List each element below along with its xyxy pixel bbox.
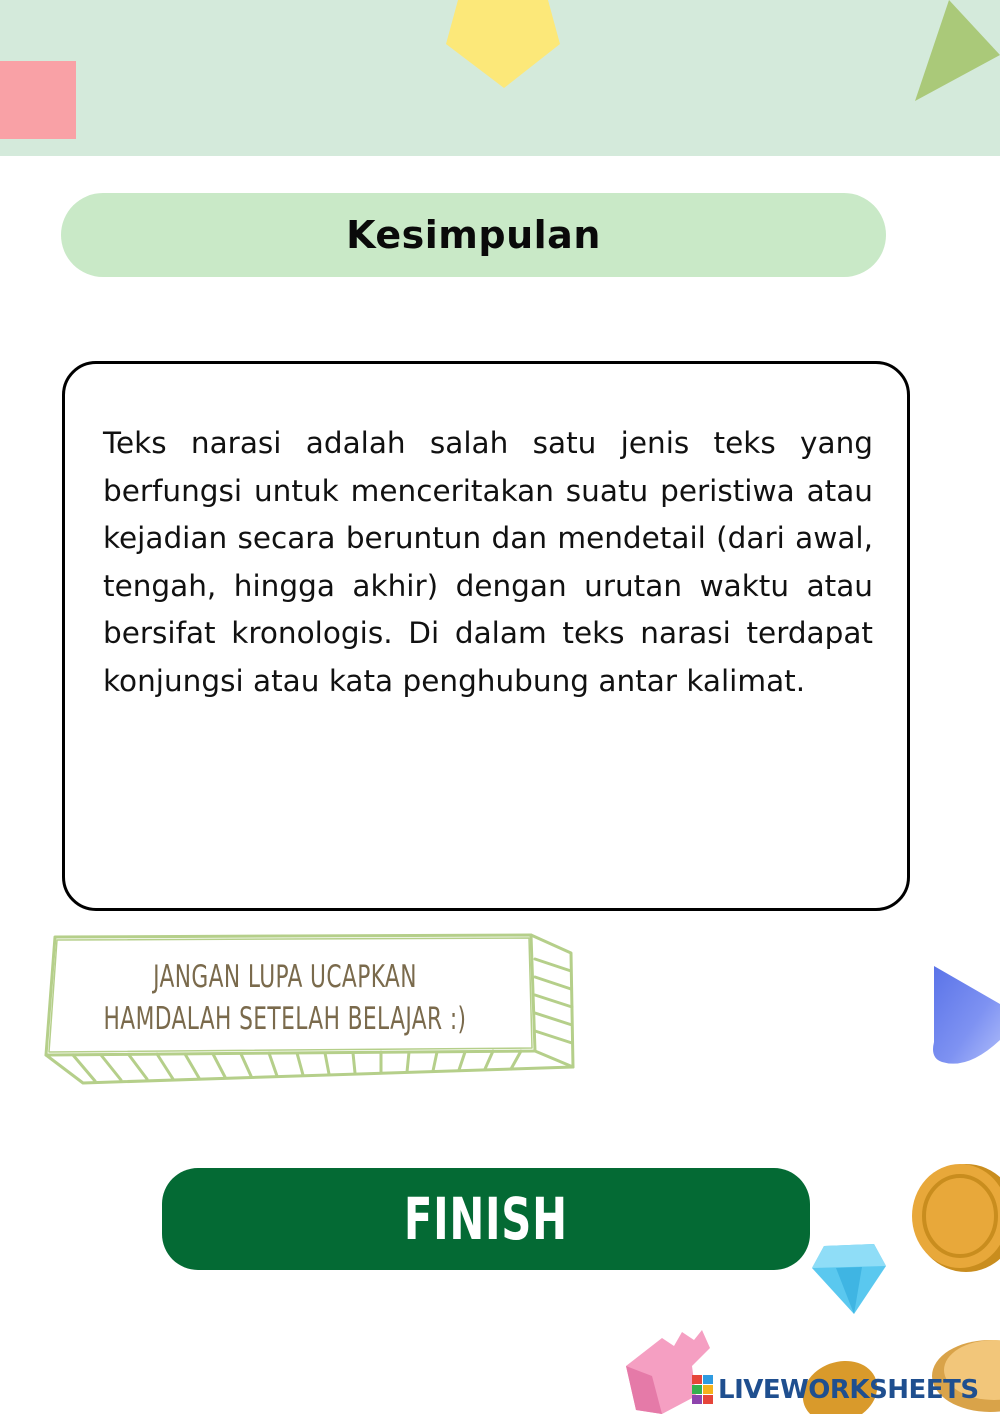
page-title: Kesimpulan [346,213,601,257]
gold-coin-shape [908,1162,1000,1274]
title-banner [61,193,886,277]
blue-cone-shape [928,962,1000,1066]
yellow-pentagon-shape [444,0,562,88]
reminder-text [74,956,495,1040]
reminder-line-2: HAMDALAH SETELAH BELAJAR :) [103,1001,467,1037]
blue-diamond-shape [810,1242,888,1316]
finish-button[interactable] [162,1168,810,1270]
conclusion-text: Teks narasi adalah salah satu jenis teks yang berfungsi untuk menceritakan suatu peristiwa atau kejadian secara beruntun dan mendetail (dari awal, tengah, hingga akhir) dengan urutan waktu atau bersifat kronologis. Di dalam teks narasi terdapat konjungsi atau kata penghubung antar kalimat. [103,426,873,698]
watermark-text: LIVEWORKSHEETS [718,1375,979,1405]
liveworksheets-watermark [692,1372,979,1408]
reminder-line-1: JANGAN LUPA UCAPKAN [153,959,417,995]
conclusion-box [62,361,910,911]
pink-square-shape [0,61,76,139]
finish-button-label: FINISH [404,1185,568,1253]
green-triangle-shape [915,0,1000,101]
liveworksheets-logo-icon [692,1375,714,1405]
